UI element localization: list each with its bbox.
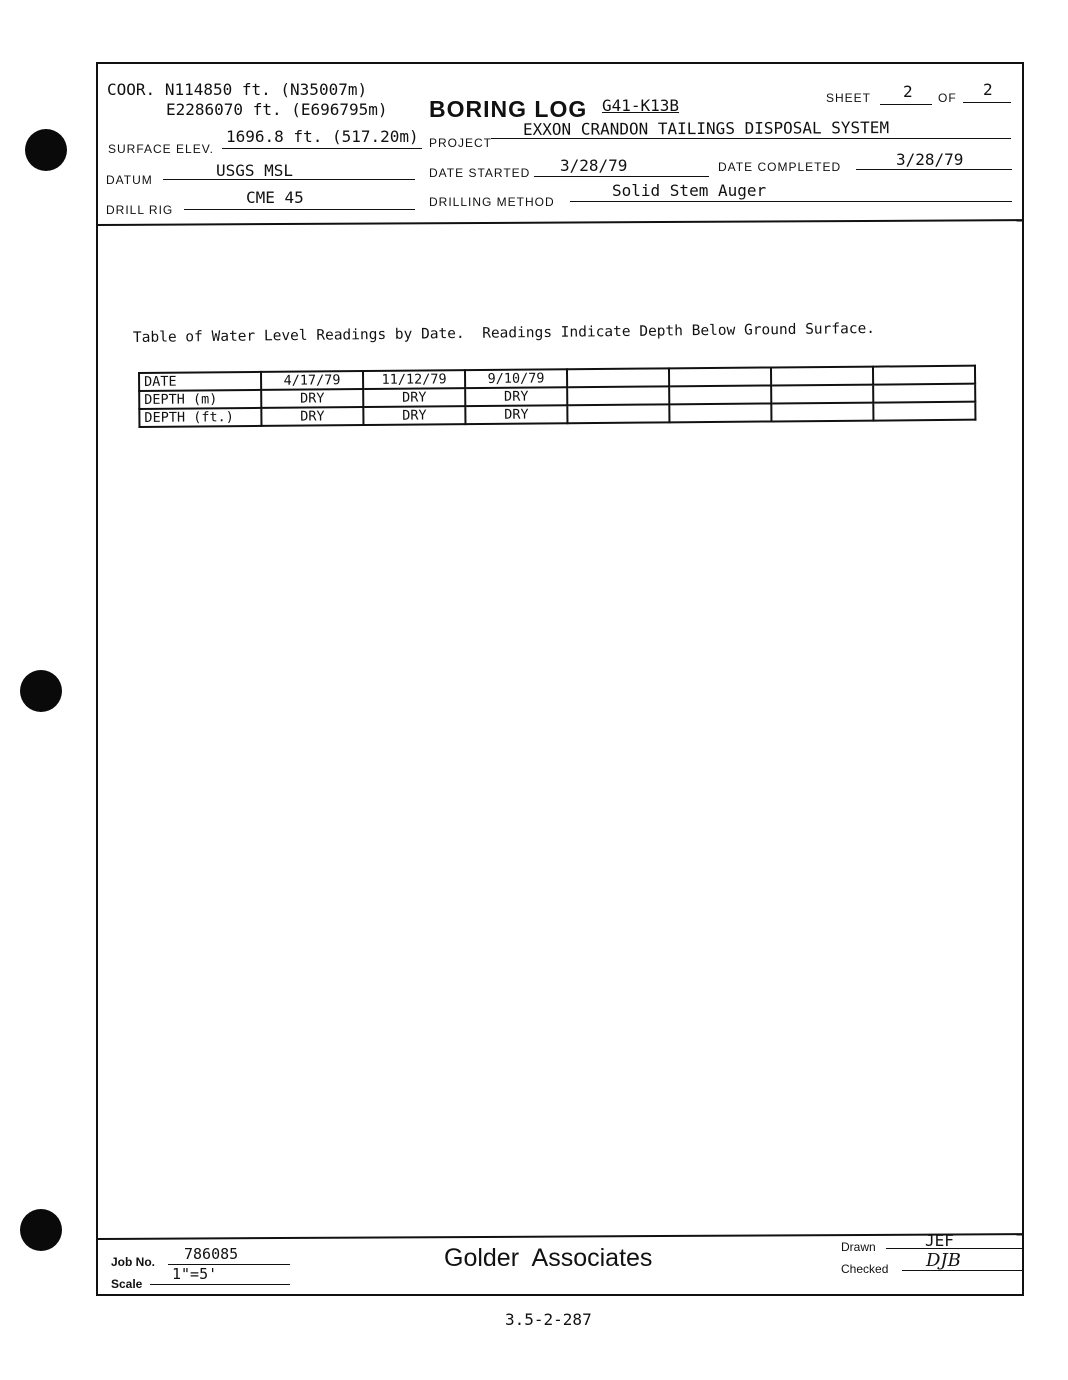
table-cell: DRY — [363, 406, 465, 425]
coordinates — [107, 80, 367, 99]
drilling-method-line — [570, 201, 1012, 202]
date-started-value: 3/28/79 — [560, 156, 628, 175]
project-label: PROJECT — [429, 136, 493, 150]
table-cell: 9/10/79 — [465, 369, 567, 388]
table-cell — [669, 403, 771, 422]
scale-label: Scale — [111, 1277, 143, 1291]
table-cell: DRY — [261, 389, 363, 408]
page-number: 3.5-2-287 — [505, 1310, 592, 1329]
table-cell — [873, 366, 975, 385]
table-caption: Table of Water Level Readings by Date. Readings Indicate Depth Below Ground Surface. — [132, 320, 876, 346]
date-started-line — [534, 176, 709, 177]
coor-label: COOR. — [107, 80, 156, 99]
sheet-label: SHEET — [826, 91, 872, 105]
table-cell — [567, 368, 669, 387]
table-cell — [771, 403, 873, 422]
drill-rig-label: DRILL RIG — [106, 203, 174, 217]
table-cell: DRY — [261, 407, 363, 426]
project-line — [491, 138, 1011, 139]
form-frame — [96, 62, 1024, 1296]
coor-north: N114850 ft. (N35007m) — [164, 80, 368, 99]
checked-initials: DJB — [926, 1250, 961, 1271]
boring-id: G41-K13B — [602, 96, 680, 115]
date-completed-value: 3/28/79 — [896, 150, 964, 169]
table-cell: DRY — [465, 405, 567, 424]
sheet-total-line — [963, 102, 1011, 103]
datum-value: USGS MSL — [216, 161, 294, 180]
drawn-line — [886, 1248, 1024, 1249]
table-cell: DRY — [363, 388, 465, 407]
table-cell — [567, 404, 669, 423]
table-cell — [669, 385, 771, 404]
row-label: DEPTH (m) — [139, 390, 261, 409]
job-no-label: Job No. — [111, 1255, 155, 1269]
sheet-total: 2 — [983, 80, 993, 99]
datum-line — [163, 179, 415, 180]
date-started-label: DATE STARTED — [429, 166, 531, 180]
surface-elev-value: 1696.8 ft. (517.20m) — [226, 127, 419, 146]
checked-line — [902, 1270, 1024, 1271]
table-cell: DRY — [465, 387, 567, 406]
company-name: Golder Associates — [444, 1244, 653, 1272]
row-label: DEPTH (ft.) — [139, 408, 261, 427]
table-cell — [771, 367, 873, 386]
drilling-method-label: DRILLING METHOD — [429, 195, 555, 209]
drawn-value: JEF — [925, 1231, 954, 1250]
water-level-table — [138, 365, 976, 428]
sheet-number: 2 — [903, 82, 913, 101]
table-cell — [669, 367, 771, 386]
of-label: OF — [938, 91, 957, 105]
datum-label: DATUM — [106, 173, 153, 187]
date-completed-line — [856, 169, 1012, 170]
date-completed-label: DATE COMPLETED — [718, 160, 842, 174]
table-cell: 11/12/79 — [363, 370, 465, 389]
drill-rig-value: CME 45 — [246, 188, 304, 207]
punch-hole — [20, 670, 62, 712]
punch-hole — [20, 1209, 62, 1251]
punch-hole — [25, 129, 67, 171]
table-cell: 4/17/79 — [261, 371, 363, 390]
scale-value: 1"=5' — [172, 1265, 218, 1283]
project-value: EXXON CRANDON TAILINGS DISPOSAL SYSTEM — [522, 118, 890, 139]
sheet-no-line — [880, 104, 932, 105]
surface-elev-line — [222, 148, 422, 149]
table-cell — [567, 386, 669, 405]
drawn-label: Drawn — [841, 1240, 876, 1254]
table-cell — [873, 384, 975, 403]
table-cell — [873, 402, 975, 421]
drilling-method-value: Solid Stem Auger — [612, 181, 767, 200]
form-title: BORING LOG — [429, 96, 588, 122]
scale-line — [150, 1284, 290, 1285]
table-cell — [771, 385, 873, 404]
job-no-value: 786085 — [184, 1245, 239, 1263]
drill-rig-line — [184, 209, 415, 210]
checked-label: Checked — [841, 1262, 889, 1276]
row-label: DATE — [139, 372, 261, 391]
surface-elev-label: SURFACE ELEV. — [108, 142, 214, 156]
coor-east: E2286070 ft. (E696795m) — [166, 100, 388, 119]
